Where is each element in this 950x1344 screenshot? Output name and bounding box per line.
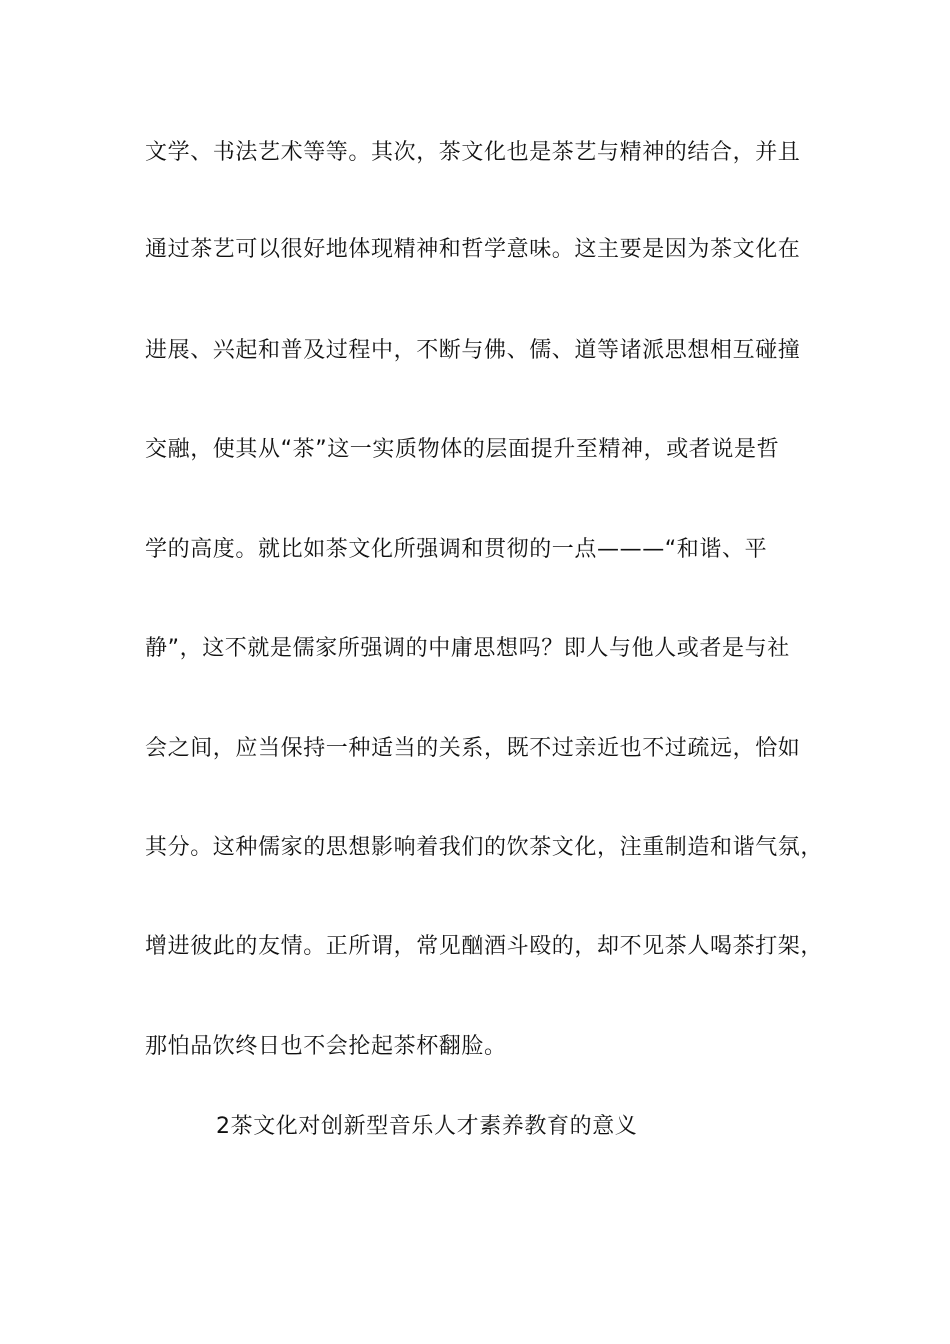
paragraph-line-1: 文学、书法艺术等等。其次，茶文化也是茶艺与精神的结合，并且: [145, 140, 801, 165]
paragraph-line-8: 其分。这种儒家的思想影响着我们的饮茶文化，注重制造和谐气氛，: [145, 835, 824, 860]
paragraph-line-7: 会之间，应当保持一种适当的关系，既不过亲近也不过疏远，恰如: [145, 736, 801, 761]
paragraph-line-5: 学的高度。就比如茶文化所强调和贯彻的一点———“和谐、平: [145, 537, 768, 562]
paragraph-line-9: 增进彼此的友情。正所谓，常见酗酒斗殴的，却不见茶人喝茶打架，: [145, 934, 824, 959]
paragraph-line-6: 静”，这不就是儒家所强调的中庸思想吗？即人与他人或者是与社: [145, 636, 790, 661]
paragraph-line-2: 通过茶艺可以很好地体现精神和哲学意味。这主要是因为茶文化在: [145, 237, 801, 262]
paragraph-line-10: 那怕品饮终日也不会抡起茶杯翻脸。: [145, 1034, 507, 1059]
paragraph-line-4: 交融，使其从“茶”这一实质物体的层面提升至精神，或者说是哲: [145, 437, 780, 462]
section-heading: 2茶文化对创新型音乐人才素养教育的意义: [216, 1114, 638, 1139]
paragraph-line-3: 进展、兴起和普及过程中，不断与佛、儒、道等诸派思想相互碰撞: [145, 338, 801, 363]
